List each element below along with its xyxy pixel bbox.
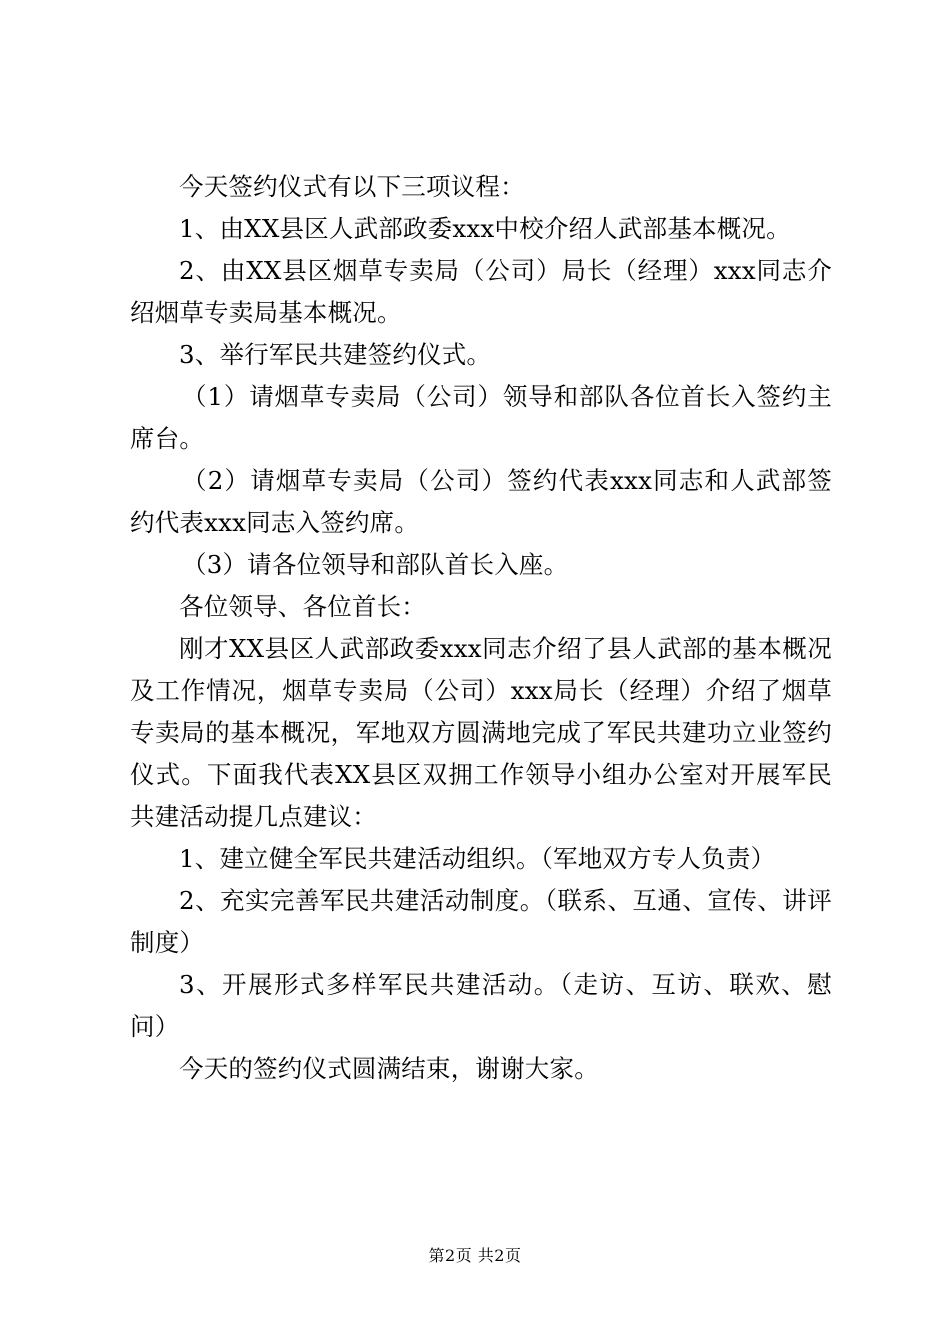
suggestion-2-paragraph: 2、充实完善军民共建活动制度。（联系、互通、宣传、讲评制度） (130, 886, 832, 957)
sub-item-3-paragraph: （3）请各位领导和部队首长入座。 (182, 550, 569, 579)
sub-item-1-paragraph: （1）请烟草专卖局（公司）领导和部队各位首长入签约主席台。 (130, 382, 832, 453)
suggestion-3-paragraph: 3、开展形式多样军民共建活动。（走访、互访、联欢、慰问） (130, 970, 832, 1041)
closing-paragraph: 今天的签约仪式圆满结束，谢谢大家。 (179, 1054, 599, 1083)
page-number-footer: 第2页 共2页 (428, 1246, 522, 1265)
agenda-intro-paragraph: 今天签约仪式有以下三项议程： (179, 172, 525, 201)
suggestion-1-paragraph: 1、建立健全军民共建活动组织。（军地双方专人负责） (179, 844, 776, 873)
salutation-paragraph: 各位领导、各位首长： (179, 592, 426, 621)
agenda-item-3-paragraph: 3、举行军民共建签约仪式。 (179, 340, 492, 369)
summary-paragraph: 刚才XX县区人武部政委xxx同志介绍了县人武部的基本概况及工作情况，烟草专卖局（公司）xxx局长（经理）介绍了烟草专卖局的基本概况，军地双方圆满地完成了军民共建功立业签约仪式。下面我代表XX县区双拥工作领导小组办公室对开展军民共建活动提几点建议： (130, 634, 832, 831)
document-body (130, 166, 832, 1090)
sub-item-2-paragraph: （2）请烟草专卖局（公司）签约代表xxx同志和人武部签约代表xxx同志入签约席。 (130, 466, 832, 537)
agenda-item-2-paragraph: 2、由XX县区烟草专卖局（公司）局长（经理）xxx同志介绍烟草专卖局基本概况。 (130, 256, 832, 327)
agenda-item-1-paragraph: 1、由XX县区人武部政委xxx中校介绍人武部基本概况。 (179, 214, 791, 243)
